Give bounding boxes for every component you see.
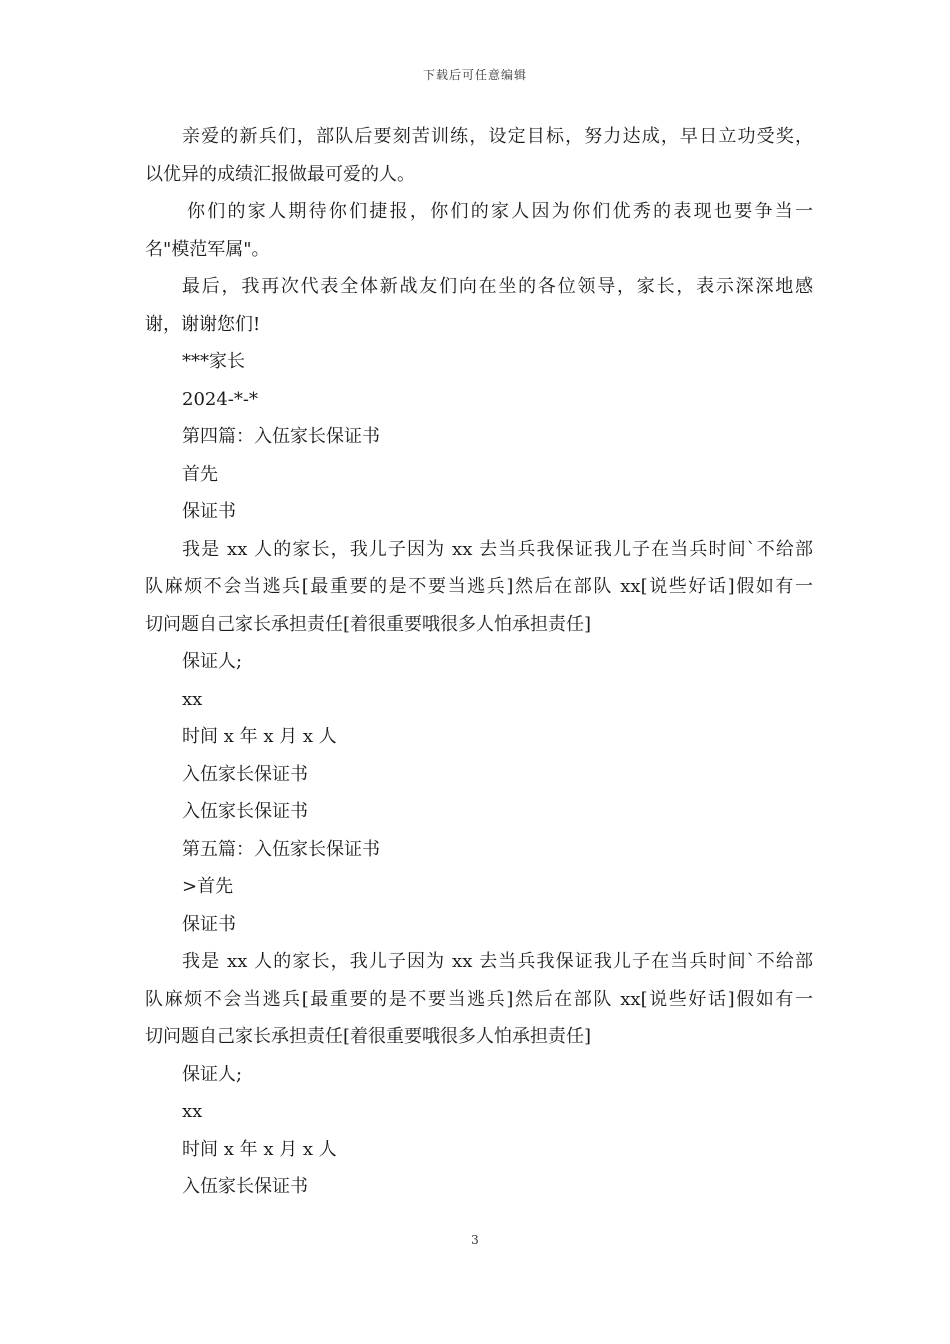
guarantor-name: xx	[182, 688, 203, 710]
paragraph-line: 入伍家长保证书	[182, 763, 308, 785]
paragraph-line: >首先	[182, 876, 234, 897]
page-header: 下载后可任意编辑	[422, 68, 527, 82]
guarantor-label: 保证人;	[182, 1063, 243, 1085]
paragraph	[145, 118, 813, 193]
paragraph-line: 首先	[182, 463, 218, 485]
paragraph-line: 切问题自己家长承担责任[着很重要哦很多人怕承担责任]	[145, 1026, 592, 1047]
paragraph-line: 亲爱的新兵们，部队后要刻苦训练，设定目标，努力达成，早日立功受奖，	[182, 126, 813, 147]
paragraph-line: 名"模范军属"。	[145, 238, 270, 260]
paragraph-line: 队麻烦不会当逃兵[最重要的是不要当逃兵]然后在部队 xx[说些好话]假如有一	[145, 988, 813, 1010]
paragraph-line: 入伍家长保证书	[182, 1176, 308, 1197]
paragraph-line: 入伍家长保证书	[182, 801, 308, 822]
paragraph-line: 队麻烦不会当逃兵[最重要的是不要当逃兵]然后在部队 xx[说些好话]假如有一	[145, 576, 813, 597]
paragraph-line: 切问题自己家长承担责任[着很重要哦很多人怕承担责任]	[145, 613, 592, 635]
section-heading: 第五篇：入伍家长保证书	[182, 838, 380, 860]
paragraph-line: 你们的家人期待你们捷报，你们的家人因为你们优秀的表现也要争当一	[187, 201, 813, 222]
signature-line: ***家长	[182, 351, 245, 372]
page-number: 3	[471, 1233, 479, 1247]
guarantor-name: xx	[182, 1101, 203, 1122]
paragraph	[145, 531, 813, 644]
paragraph-line: 我是 xx 人的家长，我儿子因为 xx 去当兵我保证我儿子在当兵时间`不给部	[182, 951, 813, 972]
date-line: 2024-*-*	[182, 388, 258, 410]
paragraph	[145, 943, 813, 1056]
date-line: 时间 x 年 x 月 x 人	[182, 726, 337, 747]
document-title: 保证书	[182, 501, 236, 522]
section-heading: 第四篇：入伍家长保证书	[182, 426, 380, 447]
paragraph-line: 最后，我再次代表全体新战友们向在坐的各位领导，家长，表示深深地感	[182, 276, 813, 297]
guarantor-label: 保证人;	[182, 651, 243, 672]
paragraph	[145, 193, 813, 268]
document-body	[145, 118, 813, 1206]
date-line: 时间 x 年 x 月 x 人	[182, 1138, 337, 1160]
paragraph-line: 我是 xx 人的家长，我儿子因为 xx 去当兵我保证我儿子在当兵时间`不给部	[182, 538, 813, 560]
document-title: 保证书	[182, 913, 236, 935]
paragraph	[145, 268, 813, 343]
paragraph-line: 以优异的成绩汇报做最可爱的人。	[145, 163, 415, 185]
paragraph-line: 谢，谢谢您们!	[145, 313, 261, 335]
